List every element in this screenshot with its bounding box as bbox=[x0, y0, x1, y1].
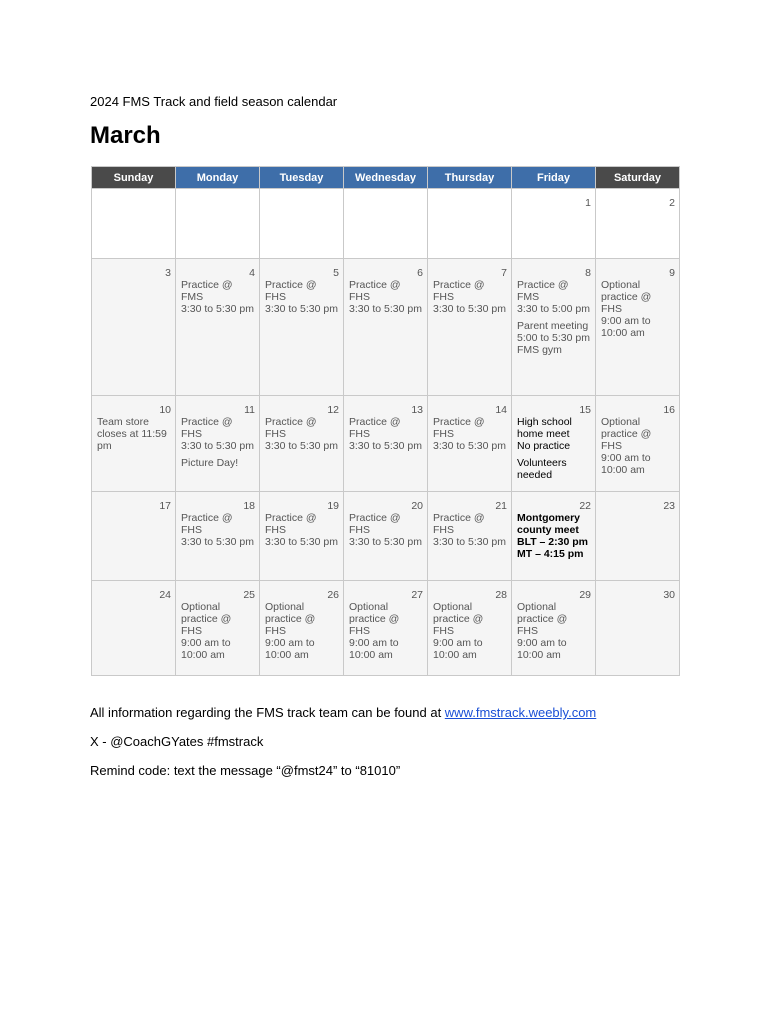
event-text: Practice @ FHS 3:30 to 5:30 pm bbox=[433, 279, 506, 315]
day-cell bbox=[260, 492, 344, 581]
day-cell bbox=[92, 492, 176, 581]
website-link[interactable]: www.fmstrack.weebly.com bbox=[444, 705, 597, 720]
day-cell bbox=[428, 581, 512, 676]
day-cell bbox=[260, 396, 344, 492]
day-cell bbox=[596, 259, 680, 396]
day-number: 1 bbox=[585, 197, 591, 209]
day-number: 15 bbox=[579, 404, 591, 416]
weekday-header-row bbox=[92, 167, 680, 189]
event-text: Practice @ FHS 3:30 to 5:30 pm bbox=[433, 512, 506, 548]
empty-day-cell bbox=[344, 189, 428, 259]
event-text: Practice @ FHS 3:30 to 5:30 pm bbox=[349, 512, 422, 548]
day-number: 17 bbox=[159, 500, 171, 512]
day-number: 12 bbox=[327, 404, 339, 416]
info-line bbox=[90, 705, 596, 720]
day-cell bbox=[176, 492, 260, 581]
day-cell bbox=[344, 492, 428, 581]
day-number: 25 bbox=[243, 589, 255, 601]
social-handle: X - @CoachGYates #fmstrack bbox=[90, 734, 264, 749]
event-text: High school home meet No practice bbox=[517, 416, 572, 452]
day-cell bbox=[512, 189, 596, 259]
day-cell bbox=[176, 396, 260, 492]
event-text: Practice @ FMS 3:30 to 5:00 pm bbox=[517, 279, 590, 315]
day-number: 2 bbox=[669, 197, 675, 209]
empty-day-cell bbox=[428, 189, 512, 259]
day-number: 10 bbox=[159, 404, 171, 416]
event-text: Practice @ FHS 3:30 to 5:30 pm bbox=[349, 416, 422, 452]
event-text: Volunteers needed bbox=[517, 457, 567, 481]
remind-code: Remind code: text the message “@fmst24” to “81010” bbox=[90, 763, 401, 778]
event-text: Practice @ FMS 3:30 to 5:30 pm bbox=[181, 279, 254, 315]
day-cell bbox=[176, 259, 260, 396]
day-number: 16 bbox=[663, 404, 675, 416]
week-row bbox=[92, 492, 680, 581]
day-number: 28 bbox=[495, 589, 507, 601]
event-text: Practice @ FHS 3:30 to 5:30 pm bbox=[181, 416, 254, 452]
day-number: 27 bbox=[411, 589, 423, 601]
weekday-header: Wednesday bbox=[344, 167, 428, 189]
event-text: Practice @ FHS 3:30 to 5:30 pm bbox=[181, 512, 254, 548]
day-cell bbox=[428, 492, 512, 581]
day-number: 3 bbox=[165, 267, 171, 279]
day-number: 5 bbox=[333, 267, 339, 279]
day-cell bbox=[344, 581, 428, 676]
weekday-header: Thursday bbox=[428, 167, 512, 189]
day-number: 30 bbox=[663, 589, 675, 601]
day-cell bbox=[92, 259, 176, 396]
weekday-header: Friday bbox=[512, 167, 596, 189]
day-number: 14 bbox=[495, 404, 507, 416]
day-cell bbox=[344, 396, 428, 492]
day-number: 18 bbox=[243, 500, 255, 512]
day-number: 23 bbox=[663, 500, 675, 512]
info-text: All information regarding the FMS track team can be found at bbox=[90, 705, 445, 720]
day-cell bbox=[596, 492, 680, 581]
day-cell bbox=[512, 581, 596, 676]
event-text: Montgomery county meet BLT – 2:30 pm MT – 4:15 pm bbox=[517, 512, 588, 560]
weekday-header: Saturday bbox=[596, 167, 680, 189]
day-cell bbox=[92, 396, 176, 492]
day-number: 19 bbox=[327, 500, 339, 512]
day-number: 11 bbox=[244, 404, 255, 416]
day-cell bbox=[596, 189, 680, 259]
week-row bbox=[92, 259, 680, 396]
event-text: Optional practice @ FHS 9:00 am to 10:00 am bbox=[601, 416, 652, 476]
empty-day-cell bbox=[176, 189, 260, 259]
empty-day-cell bbox=[92, 189, 176, 259]
day-cell bbox=[176, 581, 260, 676]
event-text: Practice @ FHS 3:30 to 5:30 pm bbox=[349, 279, 422, 315]
empty-day-cell bbox=[260, 189, 344, 259]
day-cell bbox=[428, 259, 512, 396]
day-number: 8 bbox=[585, 267, 591, 279]
event-text: Practice @ FHS 3:30 to 5:30 pm bbox=[265, 279, 338, 315]
day-number: 24 bbox=[159, 589, 171, 601]
weekday-header: Sunday bbox=[92, 167, 176, 189]
day-cell bbox=[512, 396, 596, 492]
event-text: Parent meeting 5:00 to 5:30 pm FMS gym bbox=[517, 320, 590, 356]
week-row bbox=[92, 396, 680, 492]
day-cell bbox=[260, 581, 344, 676]
event-text: Optional practice @ FHS 9:00 am to 10:00 am bbox=[181, 601, 232, 661]
event-text: Practice @ FHS 3:30 to 5:30 pm bbox=[265, 512, 338, 548]
event-text: Optional practice @ FHS 9:00 am to 10:00 am bbox=[517, 601, 568, 661]
day-number: 9 bbox=[669, 267, 675, 279]
day-number: 21 bbox=[495, 500, 507, 512]
weekday-header: Monday bbox=[176, 167, 260, 189]
month-heading: March bbox=[90, 122, 161, 149]
day-number: 26 bbox=[327, 589, 339, 601]
day-cell bbox=[596, 581, 680, 676]
event-text: Picture Day! bbox=[181, 457, 239, 469]
day-cell bbox=[92, 581, 176, 676]
day-number: 6 bbox=[417, 267, 423, 279]
event-text: Practice @ FHS 3:30 to 5:30 pm bbox=[433, 416, 506, 452]
day-number: 4 bbox=[249, 267, 255, 279]
day-cell bbox=[596, 396, 680, 492]
day-cell bbox=[428, 396, 512, 492]
day-cell bbox=[512, 492, 596, 581]
event-text: Optional practice @ FHS 9:00 am to 10:00 am bbox=[601, 279, 652, 339]
day-cell bbox=[512, 259, 596, 396]
day-number: 29 bbox=[579, 589, 591, 601]
day-cell bbox=[260, 259, 344, 396]
day-number: 13 bbox=[411, 404, 423, 416]
event-text: Optional practice @ FHS 9:00 am to 10:00 am bbox=[349, 601, 400, 661]
week-row bbox=[92, 581, 680, 676]
event-text: Team store closes at 11:59 pm bbox=[97, 416, 167, 452]
weekday-header: Tuesday bbox=[260, 167, 344, 189]
event-text: Optional practice @ FHS 9:00 am to 10:00 am bbox=[433, 601, 484, 661]
day-number: 22 bbox=[579, 500, 591, 512]
day-number: 20 bbox=[411, 500, 423, 512]
event-text: Optional practice @ FHS 9:00 am to 10:00 am bbox=[265, 601, 316, 661]
document-title: 2024 FMS Track and field season calendar bbox=[90, 94, 338, 109]
event-text: Practice @ FHS 3:30 to 5:30 pm bbox=[265, 416, 338, 452]
calendar-table bbox=[91, 166, 680, 676]
week-row bbox=[92, 189, 680, 259]
day-cell bbox=[344, 259, 428, 396]
day-number: 7 bbox=[501, 267, 507, 279]
